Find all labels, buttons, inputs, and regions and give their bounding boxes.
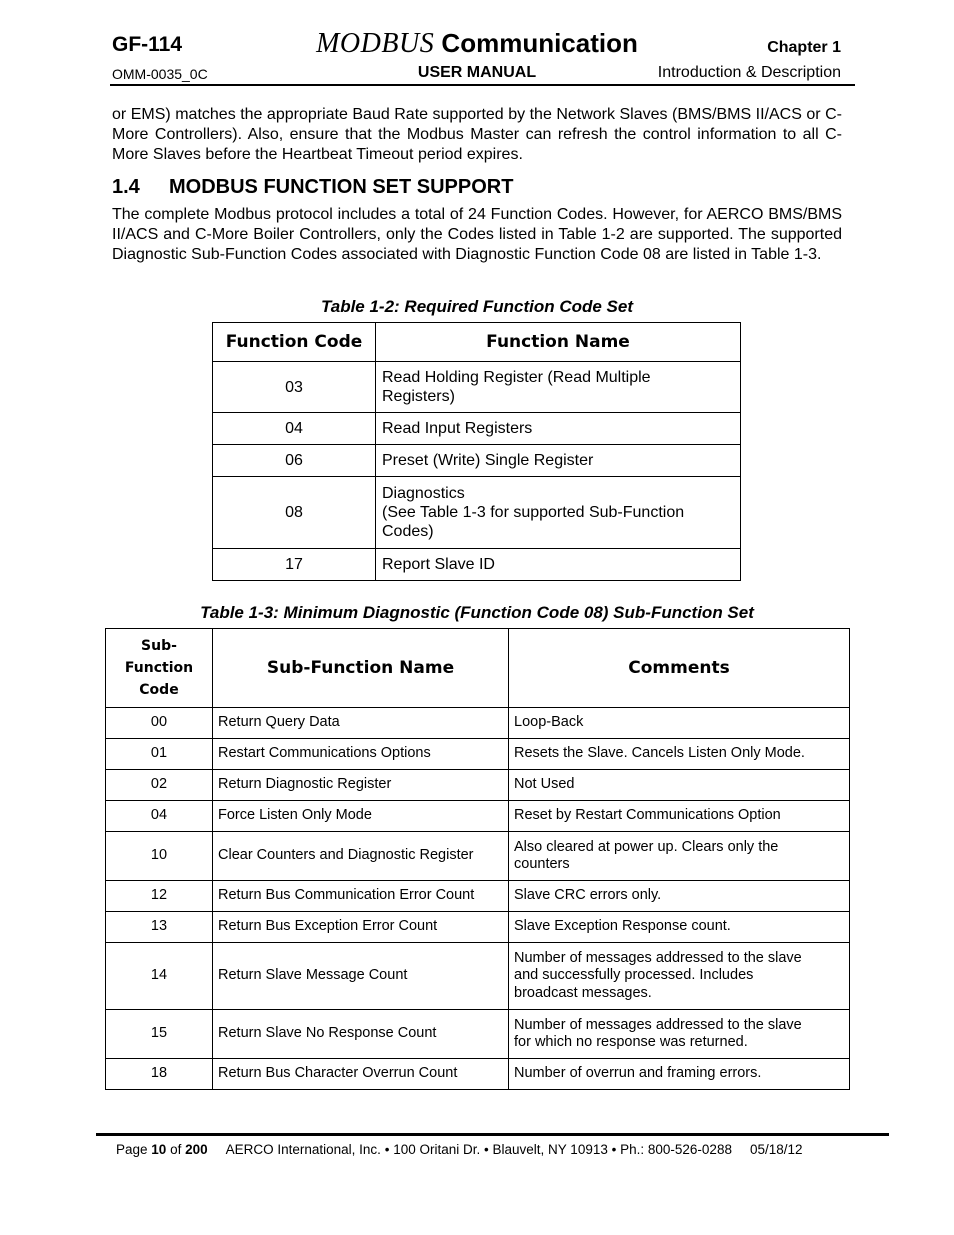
function-code-cell: 04 <box>213 413 376 445</box>
sub-function-name-cell: Return Query Data <box>213 708 509 739</box>
cell-line: Read Input Registers <box>382 420 533 437</box>
comments-cell <box>509 943 850 1010</box>
section-label: Introduction & Description <box>657 64 841 81</box>
sub-function-name-cell: Return Bus Character Overrun Count <box>213 1059 509 1090</box>
footer-address: 100 Oritani Dr. <box>393 1142 481 1157</box>
function-code-cell: 06 <box>213 445 376 477</box>
function-name-cell <box>376 362 741 413</box>
cell-line: Codes) <box>382 523 434 540</box>
table-1-2-caption: Table 1-2: Required Function Code Set <box>320 297 633 316</box>
function-code-table <box>212 322 741 581</box>
cell-line: Not Used <box>514 776 575 793</box>
sub-function-name-cell: Return Slave Message Count <box>213 943 509 1010</box>
function-name-cell <box>376 445 741 477</box>
title-modbus: MODBUS <box>316 28 435 59</box>
function-code-cell: 08 <box>213 477 376 549</box>
sub-function-name-cell: Return Slave No Response Count <box>213 1010 509 1059</box>
sub-function-code-cell: 10 <box>106 832 213 881</box>
function-name-cell <box>376 413 741 445</box>
table-row <box>213 413 741 445</box>
table-row <box>213 362 741 413</box>
table-header-row <box>106 629 850 708</box>
comments-cell <box>509 708 850 739</box>
table-row <box>213 445 741 477</box>
cell-line: Number of messages addressed to the slave <box>514 949 802 966</box>
cell-line: counters <box>514 856 570 872</box>
section-heading <box>112 176 513 199</box>
column-header-sub-function-code <box>106 629 213 708</box>
table-header-row <box>213 323 741 362</box>
cell-line: for which no response was returned. <box>514 1034 748 1050</box>
footer-page-number: 10 <box>151 1142 167 1157</box>
table-row <box>213 477 741 549</box>
function-name-cell <box>376 549 741 581</box>
cell-line: (See Table 1-3 for supported Sub-Function <box>382 504 685 521</box>
comments-cell <box>509 881 850 912</box>
sub-function-name-cell: Force Listen Only Mode <box>213 801 509 832</box>
header-divider <box>110 84 855 86</box>
intro-paragraph: or EMS) matches the appropriate Baud Rate supported by the Network Slaves (BMS/BMS II/ACS or C-More Controllers). Also, ensure that the Modbus Master can refresh the control information to all C-More Slaves before the Heartbeat Timeout period expires. <box>112 106 842 163</box>
sub-function-code-cell: 04 <box>106 801 213 832</box>
table-row <box>106 739 850 770</box>
function-code-cell: 03 <box>213 362 376 413</box>
table-row <box>106 708 850 739</box>
cell-line: Read Holding Register (Read Multiple <box>382 369 651 386</box>
column-header: Function Code <box>213 323 376 362</box>
section-number: 1.4 <box>112 176 140 198</box>
table-row <box>106 770 850 801</box>
header-line: Sub- <box>141 638 177 654</box>
footer-phone: Ph.: 800-526-0288 <box>620 1142 732 1157</box>
footer <box>116 1142 803 1157</box>
cell-line: and successfully processed. Includes <box>514 967 754 984</box>
bullet-icon: • <box>484 1142 489 1157</box>
header-line: Code <box>139 682 179 698</box>
comments-cell <box>509 739 850 770</box>
section-title: MODBUS FUNCTION SET SUPPORT <box>169 176 514 198</box>
footer-company: AERCO International, Inc. <box>225 1142 381 1157</box>
footer-page-prefix: Page <box>116 1142 152 1157</box>
table-1-3-caption: Table 1-3: Minimum Diagnostic (Function Code 08) Sub-Function Set <box>200 603 754 622</box>
cell-line: Registers) <box>382 388 455 405</box>
sub-function-name-cell: Return Bus Communication Error Count <box>213 881 509 912</box>
bullet-icon: • <box>384 1142 390 1157</box>
footer-city: Blauvelt, NY 10913 <box>492 1142 608 1157</box>
table-row <box>106 881 850 912</box>
sub-function-table <box>105 628 850 1090</box>
cell-line: broadcast messages. <box>514 984 652 1001</box>
cell-line: Also cleared at power up. Clears only the <box>514 838 779 855</box>
sub-function-code-cell: 12 <box>106 881 213 912</box>
table-row <box>106 943 850 1010</box>
sub-function-name-cell: Return Bus Exception Error Count <box>213 912 509 943</box>
document-code: OMM-0035_0C <box>112 66 208 82</box>
comments-cell <box>509 912 850 943</box>
footer-date: 05/18/12 <box>749 1142 803 1157</box>
sub-function-code-cell: 02 <box>106 770 213 801</box>
comments-cell <box>509 770 850 801</box>
title-communication: Communication <box>434 28 638 58</box>
comments-cell <box>509 1059 850 1090</box>
cell-line: Loop-Back <box>514 714 584 731</box>
sub-function-code-cell: 01 <box>106 739 213 770</box>
comments-cell <box>509 801 850 832</box>
table-row <box>106 801 850 832</box>
cell-line: Number of messages addressed to the slave <box>514 1016 802 1033</box>
section-paragraph: The complete Modbus protocol includes a total of 24 Function Codes. However, for AERCO BMS/BMS II/ACS and C-More Boiler Controllers, only the Codes listed in Table 1-2 are supported. The supported Diagnostic Sub-Function Codes associated with Diagnostic Function Code 08 are listed in Table 1-3. <box>112 206 842 263</box>
sub-function-name-cell: Return Diagnostic Register <box>213 770 509 801</box>
sub-function-code-cell: 13 <box>106 912 213 943</box>
comments-cell <box>509 832 850 881</box>
manual-label: USER MANUAL <box>417 64 537 81</box>
column-header-comments: Comments <box>509 629 850 708</box>
function-name-cell <box>376 477 741 549</box>
column-header-sub-function-name: Sub-Function Name <box>213 629 509 708</box>
cell-line: Slave CRC errors only. <box>514 887 662 904</box>
cell-line: Diagnostics <box>382 485 465 502</box>
footer-page-total: 200 <box>185 1142 208 1157</box>
table-row <box>106 832 850 881</box>
table-row <box>106 912 850 943</box>
bullet-icon: • <box>611 1142 617 1157</box>
footer-divider <box>96 1133 889 1136</box>
cell-line: Resets the Slave. Cancels Listen Only Mode. <box>514 745 805 762</box>
table-row <box>106 1010 850 1059</box>
chapter-label: Chapter 1 <box>767 39 841 56</box>
function-code-cell: 17 <box>213 549 376 581</box>
sub-function-code-cell: 18 <box>106 1059 213 1090</box>
footer-page-of: of <box>166 1142 186 1157</box>
cell-line: Slave Exception Response count. <box>514 918 731 935</box>
sub-function-code-cell: 14 <box>106 943 213 1010</box>
sub-function-name-cell: Clear Counters and Diagnostic Register <box>213 832 509 881</box>
header-line: Function <box>124 660 194 676</box>
comments-cell <box>509 1010 850 1059</box>
cell-line: Number of overrun and framing errors. <box>514 1065 762 1082</box>
sub-function-code-cell: 00 <box>106 708 213 739</box>
sub-function-code-cell: 15 <box>106 1010 213 1059</box>
cell-line: Report Slave ID <box>382 556 495 573</box>
table-row <box>106 1059 850 1090</box>
cell-line: Preset (Write) Single Register <box>382 452 594 469</box>
sub-function-name-cell: Restart Communications Options <box>213 739 509 770</box>
column-header: Function Name <box>376 323 741 362</box>
document-id: GF-114 <box>112 33 183 56</box>
cell-line: Reset by Restart Communications Option <box>514 807 781 824</box>
table-row <box>213 549 741 581</box>
